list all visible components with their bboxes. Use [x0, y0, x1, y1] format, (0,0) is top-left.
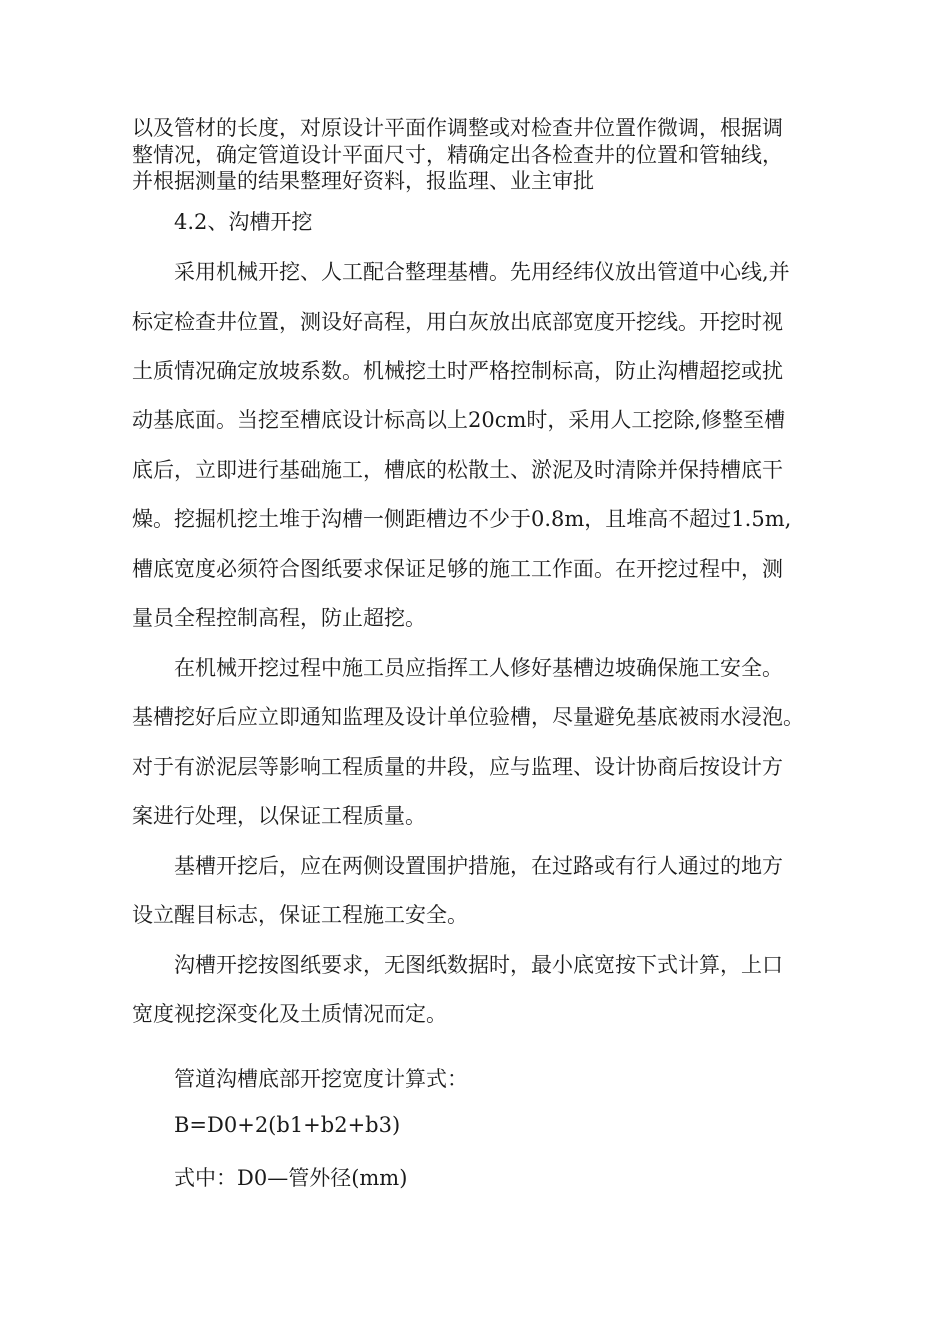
para1-line-7: 槽底宽度必须符合图纸要求保证足够的施工工作面。在开挖过程中，测 [132, 557, 783, 581]
section-heading: 4.2、沟槽开挖 [174, 210, 313, 234]
para4-line-2: 宽度视挖深变化及土质情况而定。 [132, 1002, 447, 1026]
para1-line-2: 标定检查井位置，测设好高程，用白灰放出底部宽度开挖线。开挖时视 [132, 310, 783, 334]
intro-line-1: 以及管材的长度，对原设计平面作调整或对检查井位置作微调，根据调 [132, 116, 783, 140]
formula-title: 管道沟槽底部开挖宽度计算式： [174, 1067, 468, 1091]
para1-line-8: 量员全程控制高程，防止超挖。 [132, 606, 426, 630]
para1-line-6: 燥。挖掘机挖土堆于沟槽一侧距槽边不少于0.8m，且堆高不超过1.5m, [132, 507, 792, 531]
intro-line-3: 并根据测量的结果整理好资料，报监理、业主审批 [132, 169, 594, 193]
para2-line-4: 案进行处理，以保证工程质量。 [132, 804, 426, 828]
para3-line-1: 基槽开挖后，应在两侧设置围护措施，在过路或有行人通过的地方 [174, 854, 783, 878]
para2-line-1: 在机械开挖过程中施工员应指挥工人修好基槽边坡确保施工安全。 [174, 656, 783, 680]
intro-line-2: 整情况，确定管道设计平面尺寸，精确定出各检查井的位置和管轴线， [132, 143, 783, 167]
para2-line-2: 基槽挖好后应立即通知监理及设计单位验槽，尽量避免基底被雨水浸泡。 [132, 705, 804, 729]
para3-line-2: 设立醒目标志，保证工程施工安全。 [132, 903, 468, 927]
para1-line-1: 采用机械开挖、人工配合整理基槽。先用经纬仪放出管道中心线,并 [174, 260, 790, 284]
formula: B=D0+2(b1+b2+b3) [174, 1113, 401, 1137]
para1-line-5: 底后，立即进行基础施工，槽底的松散土、淤泥及时清除并保持槽底干 [132, 458, 783, 482]
para2-line-3: 对于有淤泥层等影响工程质量的井段，应与监理、设计协商后按设计方 [132, 755, 783, 779]
para1-line-3: 土质情况确定放坡系数。机械挖土时严格控制标高，防止沟槽超挖或扰 [132, 359, 783, 383]
para1-line-4: 动基底面。当挖至槽底设计标高以上20cm时，采用人工挖除,修整至槽 [132, 408, 786, 432]
formula-note: 式中：D0—管外径(mm) [174, 1166, 408, 1190]
para4-line-1: 沟槽开挖按图纸要求，无图纸数据时，最小底宽按下式计算，上口 [174, 953, 783, 977]
